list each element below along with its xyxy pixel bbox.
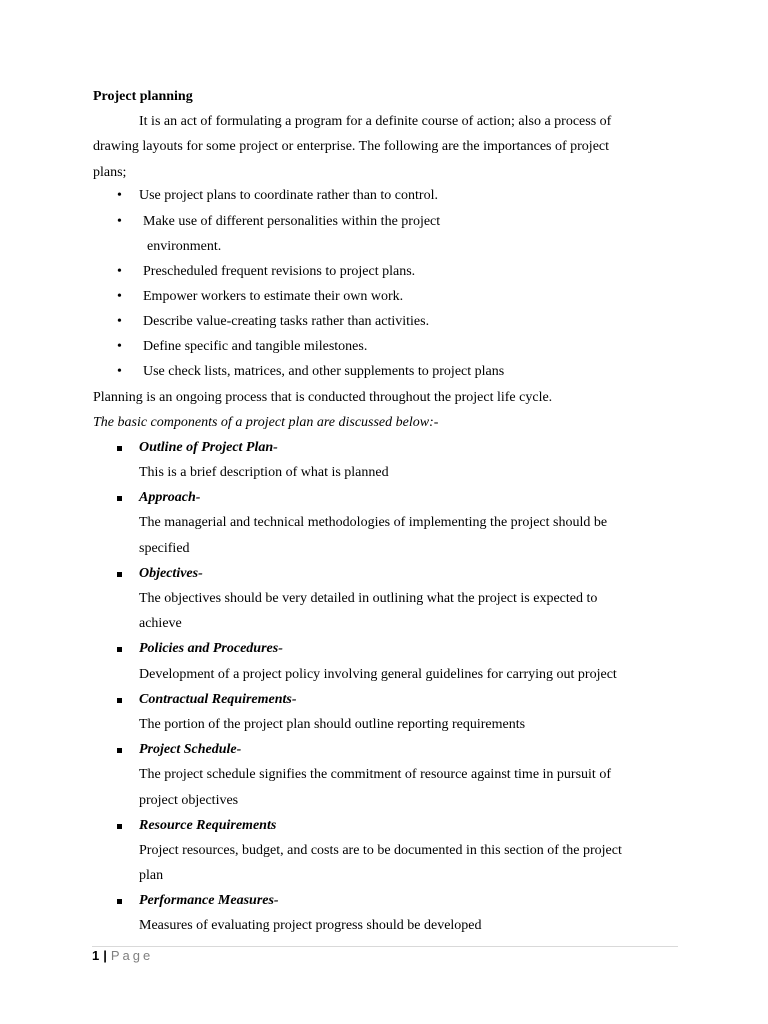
square-bullet-icon <box>117 698 122 703</box>
section-heading: Project planning <box>93 89 193 104</box>
component-description-continued: specified <box>139 541 190 556</box>
square-bullet-icon <box>117 647 122 652</box>
square-bullet-icon <box>117 572 122 577</box>
component-description: The project schedule signifies the commitment of resource against time in pursuit of <box>139 767 611 782</box>
component-title: Approach- <box>139 490 201 505</box>
bullet-icon: • <box>117 289 122 304</box>
importance-item-2: Make use of different personalities within the project <box>143 214 441 229</box>
component-description: Project resources, budget, and costs are to be documented in this section of the project <box>139 843 622 858</box>
component-description: Development of a project policy involving general guidelines for carrying out project <box>139 667 617 682</box>
component-description-continued: project objectives <box>139 793 239 808</box>
bullet-icon: • <box>117 339 122 354</box>
square-bullet-icon <box>117 748 122 753</box>
page-footer <box>92 947 153 965</box>
component-description: The objectives should be very detailed in outlining what the project is expected to <box>139 591 598 606</box>
component-description: The managerial and technical methodologies of implementing the project should be <box>139 515 608 530</box>
component-description-continued: achieve <box>139 616 182 631</box>
importance-item-6: Define specific and tangible milestones. <box>143 339 368 354</box>
ongoing-statement: Planning is an ongoing process that is conducted throughout the project life cycle. <box>93 390 553 405</box>
bullet-icon: • <box>117 314 122 329</box>
intro-line-1: It is an act of formulating a program for a definite course of action; also a process of <box>139 114 612 129</box>
square-bullet-icon <box>117 824 122 829</box>
bullet-icon: • <box>117 188 122 203</box>
importance-item-3: Prescheduled frequent revisions to project plans. <box>143 264 416 279</box>
bullet-icon: • <box>117 214 122 229</box>
square-bullet-icon <box>117 899 122 904</box>
component-title: Project Schedule- <box>139 742 242 757</box>
component-title: Contractual Requirements- <box>139 692 297 707</box>
component-description: Measures of evaluating project progress should be developed <box>139 918 482 933</box>
square-bullet-icon <box>117 446 122 451</box>
footer-separator: | <box>103 948 107 963</box>
component-description-continued: plan <box>139 868 164 883</box>
page-label: Page <box>110 948 154 963</box>
footer-divider <box>92 946 678 947</box>
bullet-icon: • <box>117 364 122 379</box>
intro-line-3: plans; <box>93 165 127 180</box>
bullet-icon: • <box>117 264 122 279</box>
importance-item-2-continued: environment. <box>147 239 222 254</box>
component-title: Policies and Procedures- <box>139 641 283 656</box>
importance-item-4: Empower workers to estimate their own work. <box>143 289 404 304</box>
square-bullet-icon <box>117 496 122 501</box>
importance-item-5: Describe value-creating tasks rather than activities. <box>143 314 430 329</box>
component-description: The portion of the project plan should outline reporting requirements <box>139 717 526 732</box>
component-title: Outline of Project Plan- <box>139 440 278 455</box>
importance-item-7: Use check lists, matrices, and other supplements to project plans <box>143 364 505 379</box>
component-title: Resource Requirements <box>139 818 277 833</box>
components-intro: The basic components of a project plan are discussed below:- <box>93 415 439 430</box>
page-number: 1 <box>92 948 100 963</box>
component-description: This is a brief description of what is planned <box>139 465 389 480</box>
intro-line-2: drawing layouts for some project or enterprise. The following are the importances of project <box>93 139 610 154</box>
component-title: Performance Measures- <box>139 893 279 908</box>
component-title: Objectives- <box>139 566 203 581</box>
importance-item-1: Use project plans to coordinate rather than to control. <box>139 188 438 203</box>
